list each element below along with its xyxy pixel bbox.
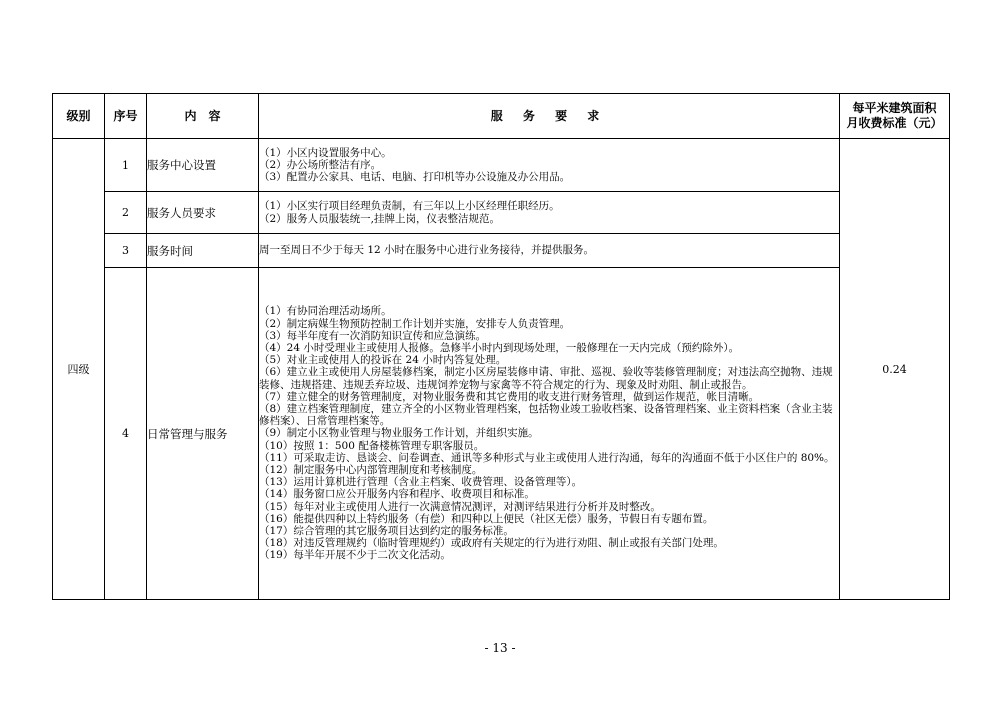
requirement-item: （2）制定病媒生物预防控制工作计划并实施，安排专人负责管理。 xyxy=(259,317,571,330)
requirement-item: （14）服务窗口应公开服务内容和程序、收费项目和标准。 xyxy=(259,488,535,501)
requirement-item: （1）小区内设置服务中心。 xyxy=(259,146,392,159)
requirement-item: （11）可采取走访、恳谈会、问卷调查、通讯等多种形式与业主或使用人进行沟通，每年的沟通面不低于小区住户的 80%。 xyxy=(259,451,835,464)
header-requirements: 服 务 要 求 xyxy=(259,94,840,139)
page-number: - 13 - xyxy=(484,641,516,655)
level-cell: 四级 xyxy=(53,139,105,600)
requirement-item: （13）运用计算机进行管理（含业主档案、收费管理、设备管理等）。 xyxy=(259,476,583,489)
seq-cell: 2 xyxy=(105,192,147,234)
requirement-item: （12）制定服务中心内部管理制度和考核制度。 xyxy=(259,464,483,476)
header-fee-line1: 每平米建筑面积 xyxy=(852,101,937,115)
content-cell: 服务中心设置 xyxy=(147,139,259,192)
seq-cell: 4 xyxy=(105,268,147,600)
requirement-item: （9）制定小区物业管理与物业服务工作计划，并组织实施。 xyxy=(259,427,539,440)
requirement-item: （2）办公场所整洁有序。 xyxy=(259,158,382,171)
content-cell: 日常管理与服务 xyxy=(147,268,259,600)
service-standard-table xyxy=(52,93,950,600)
table-row xyxy=(53,268,950,600)
table-row xyxy=(53,139,950,192)
requirements-cell xyxy=(259,139,840,192)
requirement-item: （18）对违反管理规约（临时管理规约）或政府有关规定的行为进行劝阻、制止或报有关部门处理。 xyxy=(259,537,724,550)
requirement-item: （2）服务人员服装统一,挂牌上岗，仪表整洁规范。 xyxy=(259,212,501,225)
requirement-item: （5）对业主或使用人的投诉在 24 小时内答复处理。 xyxy=(259,354,507,367)
header-content: 内 容 xyxy=(147,94,259,139)
requirement-item: （6）建立业主或使用人房屋装修档案，制定小区房屋装修申请、审批、巡视、验收等装修管理制度；对违法高空抛物、违规装修、违规搭建、违规丢弃垃圾、违规饲养宠物与家禽等不符合规定的行为、现象及时劝阻、制止或报告。 xyxy=(259,366,833,391)
fee-cell: 0.24 xyxy=(840,139,950,600)
seq-cell: 1 xyxy=(105,139,147,192)
requirement-item: （17）综合管理的其它服务项目达到约定的服务标准。 xyxy=(259,525,514,538)
requirements-cell xyxy=(259,268,840,600)
requirement-item: （10）按照 1：500 配备楼栋管理专职客服员。 xyxy=(259,439,485,452)
header-fee xyxy=(840,94,950,139)
requirement-item: 周一至周日不少于每天 12 小时在服务中心进行业务接待，并提供服务。 xyxy=(259,244,595,257)
table-row xyxy=(53,192,950,234)
requirements-cell xyxy=(259,234,840,268)
requirement-item: （19）每半年开展不少于二次文化活动。 xyxy=(259,549,451,562)
requirement-item: （16）能提供四种以上特约服务（有偿）和四种以上便民（社区无偿）服务，节假日有专题布置。 xyxy=(259,512,714,525)
requirements-cell xyxy=(259,192,840,234)
requirement-item: （1）有协同治理活动场所。 xyxy=(259,305,392,318)
requirement-item: （1）小区实行项目经理负责制，有三年以上小区经理任职经历。 xyxy=(259,200,560,213)
requirement-item: （15）每年对业主或使用人进行一次满意情况测评，对测评结果进行分析并及时整改。 xyxy=(259,500,661,513)
header-level: 级别 xyxy=(53,94,105,139)
requirement-item: （3）配置办公家具、电话、电脑、打印机等办公设施及办公用品。 xyxy=(259,171,571,184)
seq-cell: 3 xyxy=(105,234,147,268)
header-seq: 序号 xyxy=(105,94,147,139)
requirement-item: （4）24 小时受理业主或使用人报修。急修半小时内到现场处理，一般修理在一天内完成（预约除外）。 xyxy=(259,341,740,354)
requirement-item: （8）建立档案管理制度，建立齐全的小区物业管理档案，包括物业竣工验收档案、设备管理档案、业主资料档案（含业主装修档案）、日常管理档案等。 xyxy=(259,402,833,428)
requirement-item: （7）建立健全的财务管理制度，对物业服务费和其它费用的收支进行财务管理，做到运作规范，帐目清晰。 xyxy=(259,390,760,403)
content-cell: 服务人员要求 xyxy=(147,192,259,234)
requirement-item: （3）每半年度有一次消防知识宣传和应急演练。 xyxy=(259,329,487,342)
content-cell: 服务时间 xyxy=(147,234,259,268)
header-fee-line2: 月收费标准（元） xyxy=(846,116,943,130)
header-row xyxy=(53,94,950,139)
table-row xyxy=(53,234,950,268)
